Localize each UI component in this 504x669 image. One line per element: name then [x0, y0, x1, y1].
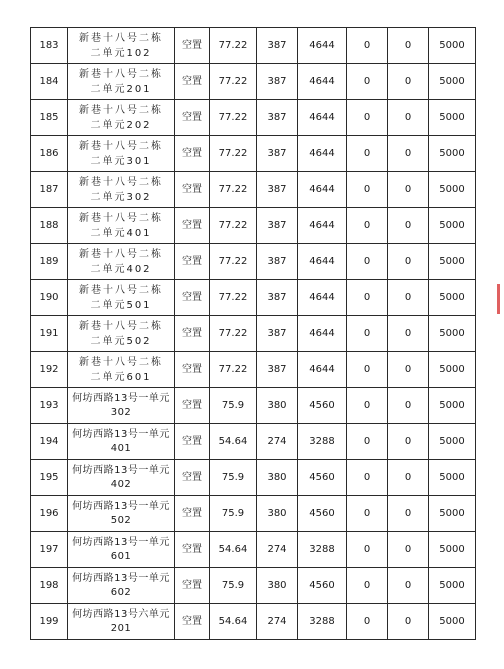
address-text: 新巷十八号二栋二单元601 — [79, 356, 163, 383]
table-row — [31, 532, 476, 568]
table-row — [31, 388, 476, 424]
status-cell: 空置 — [175, 568, 210, 604]
address-cell — [68, 352, 175, 388]
value-3-cell: 0 — [347, 172, 388, 208]
value-2-cell: 4560 — [298, 460, 347, 496]
address-cell — [68, 460, 175, 496]
address-cell — [68, 172, 175, 208]
area-cell: 77.22 — [210, 280, 257, 316]
address-text: 何坊西路13号一单元402 — [72, 464, 170, 490]
value-2-cell: 4644 — [298, 316, 347, 352]
value-1-cell: 380 — [257, 568, 298, 604]
value-2-cell: 4644 — [298, 136, 347, 172]
address-text: 新巷十八号二栋二单元302 — [79, 176, 163, 203]
status-cell: 空置 — [175, 28, 210, 64]
value-5-cell: 5000 — [429, 316, 476, 352]
value-3-cell: 0 — [347, 280, 388, 316]
row-number: 191 — [31, 316, 68, 352]
table-row — [31, 496, 476, 532]
value-4-cell: 0 — [388, 316, 429, 352]
value-2-cell: 4644 — [298, 244, 347, 280]
address-cell — [68, 28, 175, 64]
value-2-cell: 4644 — [298, 28, 347, 64]
address-cell — [68, 280, 175, 316]
address-cell — [68, 532, 175, 568]
area-cell: 77.22 — [210, 100, 257, 136]
value-2-cell: 4644 — [298, 280, 347, 316]
area-cell: 75.9 — [210, 388, 257, 424]
value-4-cell: 0 — [388, 244, 429, 280]
value-2-cell: 4644 — [298, 172, 347, 208]
address-cell — [68, 316, 175, 352]
area-cell: 75.9 — [210, 460, 257, 496]
status-cell: 空置 — [175, 136, 210, 172]
row-number: 192 — [31, 352, 68, 388]
value-4-cell: 0 — [388, 352, 429, 388]
value-1-cell: 387 — [257, 316, 298, 352]
value-2-cell: 3288 — [298, 604, 347, 640]
value-4-cell: 0 — [388, 460, 429, 496]
table-row — [31, 568, 476, 604]
value-5-cell: 5000 — [429, 496, 476, 532]
address-text: 新巷十八号二栋二单元301 — [79, 140, 163, 167]
value-1-cell: 387 — [257, 28, 298, 64]
value-2-cell: 4560 — [298, 496, 347, 532]
value-4-cell: 0 — [388, 604, 429, 640]
value-4-cell: 0 — [388, 496, 429, 532]
value-4-cell: 0 — [388, 208, 429, 244]
address-text: 何坊西路13号一单元602 — [72, 572, 170, 598]
row-number: 186 — [31, 136, 68, 172]
table-row — [31, 136, 476, 172]
address-text: 何坊西路13号一单元401 — [72, 428, 170, 454]
value-5-cell: 5000 — [429, 244, 476, 280]
table-row — [31, 208, 476, 244]
value-5-cell: 5000 — [429, 424, 476, 460]
area-cell: 77.22 — [210, 136, 257, 172]
row-number: 198 — [31, 568, 68, 604]
value-3-cell: 0 — [347, 460, 388, 496]
address-cell — [68, 604, 175, 640]
value-5-cell: 5000 — [429, 64, 476, 100]
value-5-cell: 5000 — [429, 208, 476, 244]
table-row — [31, 352, 476, 388]
address-text: 新巷十八号二栋二单元502 — [79, 320, 163, 347]
area-cell: 77.22 — [210, 172, 257, 208]
value-5-cell: 5000 — [429, 172, 476, 208]
address-cell — [68, 424, 175, 460]
area-cell: 54.64 — [210, 604, 257, 640]
value-1-cell: 387 — [257, 172, 298, 208]
row-number: 187 — [31, 172, 68, 208]
value-3-cell: 0 — [347, 316, 388, 352]
value-1-cell: 387 — [257, 244, 298, 280]
value-3-cell: 0 — [347, 64, 388, 100]
area-cell: 77.22 — [210, 208, 257, 244]
status-cell: 空置 — [175, 172, 210, 208]
property-ledger-table — [30, 27, 476, 640]
table-row — [31, 172, 476, 208]
value-1-cell: 274 — [257, 604, 298, 640]
table-row — [31, 460, 476, 496]
value-1-cell: 387 — [257, 136, 298, 172]
value-5-cell: 5000 — [429, 388, 476, 424]
value-2-cell: 4644 — [298, 208, 347, 244]
value-3-cell: 0 — [347, 136, 388, 172]
ledger-body — [31, 28, 476, 640]
row-number: 194 — [31, 424, 68, 460]
row-number: 193 — [31, 388, 68, 424]
status-cell: 空置 — [175, 532, 210, 568]
address-cell — [68, 100, 175, 136]
value-1-cell: 387 — [257, 280, 298, 316]
value-4-cell: 0 — [388, 532, 429, 568]
row-number: 199 — [31, 604, 68, 640]
address-text: 新巷十八号二栋二单元102 — [79, 32, 163, 59]
address-text: 新巷十八号二栋二单元202 — [79, 104, 163, 131]
table-row — [31, 28, 476, 64]
table-row — [31, 604, 476, 640]
value-1-cell: 380 — [257, 460, 298, 496]
value-2-cell: 4644 — [298, 352, 347, 388]
value-2-cell: 4560 — [298, 388, 347, 424]
value-3-cell: 0 — [347, 496, 388, 532]
value-3-cell: 0 — [347, 388, 388, 424]
status-cell: 空置 — [175, 424, 210, 460]
address-cell — [68, 496, 175, 532]
value-4-cell: 0 — [388, 280, 429, 316]
value-1-cell: 387 — [257, 352, 298, 388]
value-5-cell: 5000 — [429, 460, 476, 496]
address-cell — [68, 568, 175, 604]
value-3-cell: 0 — [347, 532, 388, 568]
value-4-cell: 0 — [388, 424, 429, 460]
row-number: 195 — [31, 460, 68, 496]
value-2-cell: 4644 — [298, 64, 347, 100]
address-text: 何坊西路13号六单元201 — [72, 608, 170, 634]
row-number: 190 — [31, 280, 68, 316]
address-text: 新巷十八号二栋二单元201 — [79, 68, 163, 95]
status-cell: 空置 — [175, 388, 210, 424]
value-3-cell: 0 — [347, 244, 388, 280]
value-3-cell: 0 — [347, 568, 388, 604]
value-5-cell: 5000 — [429, 532, 476, 568]
address-cell — [68, 64, 175, 100]
value-5-cell: 5000 — [429, 28, 476, 64]
value-1-cell: 387 — [257, 208, 298, 244]
table-row — [31, 100, 476, 136]
status-cell: 空置 — [175, 64, 210, 100]
row-number: 185 — [31, 100, 68, 136]
value-5-cell: 5000 — [429, 100, 476, 136]
value-5-cell: 5000 — [429, 568, 476, 604]
table-row — [31, 244, 476, 280]
address-text: 何坊西路13号一单元502 — [72, 500, 170, 526]
address-text: 何坊西路13号一单元302 — [72, 392, 170, 418]
address-cell — [68, 244, 175, 280]
table-row — [31, 316, 476, 352]
status-cell: 空置 — [175, 460, 210, 496]
value-1-cell: 387 — [257, 100, 298, 136]
address-text: 新巷十八号二栋二单元501 — [79, 284, 163, 311]
address-cell — [68, 388, 175, 424]
value-5-cell: 5000 — [429, 604, 476, 640]
value-5-cell: 5000 — [429, 136, 476, 172]
status-cell: 空置 — [175, 244, 210, 280]
value-3-cell: 0 — [347, 352, 388, 388]
row-number: 197 — [31, 532, 68, 568]
value-5-cell: 5000 — [429, 352, 476, 388]
value-1-cell: 380 — [257, 496, 298, 532]
area-cell: 75.9 — [210, 568, 257, 604]
status-cell: 空置 — [175, 100, 210, 136]
table-row — [31, 424, 476, 460]
value-3-cell: 0 — [347, 208, 388, 244]
address-text: 新巷十八号二栋二单元402 — [79, 248, 163, 275]
value-4-cell: 0 — [388, 28, 429, 64]
row-number: 183 — [31, 28, 68, 64]
area-cell: 54.64 — [210, 424, 257, 460]
row-number: 196 — [31, 496, 68, 532]
value-3-cell: 0 — [347, 100, 388, 136]
value-2-cell: 3288 — [298, 424, 347, 460]
address-cell — [68, 208, 175, 244]
area-cell: 77.22 — [210, 352, 257, 388]
row-number: 189 — [31, 244, 68, 280]
value-3-cell: 0 — [347, 604, 388, 640]
value-3-cell: 0 — [347, 28, 388, 64]
value-1-cell: 274 — [257, 532, 298, 568]
area-cell: 77.22 — [210, 316, 257, 352]
area-cell: 77.22 — [210, 64, 257, 100]
value-4-cell: 0 — [388, 100, 429, 136]
row-number: 184 — [31, 64, 68, 100]
value-4-cell: 0 — [388, 64, 429, 100]
status-cell: 空置 — [175, 496, 210, 532]
value-5-cell: 5000 — [429, 280, 476, 316]
value-4-cell: 0 — [388, 172, 429, 208]
table-row — [31, 64, 476, 100]
value-1-cell: 387 — [257, 64, 298, 100]
value-2-cell: 4560 — [298, 568, 347, 604]
value-4-cell: 0 — [388, 388, 429, 424]
edge-mark — [497, 284, 500, 314]
status-cell: 空置 — [175, 316, 210, 352]
area-cell: 54.64 — [210, 532, 257, 568]
value-2-cell: 4644 — [298, 100, 347, 136]
status-cell: 空置 — [175, 604, 210, 640]
status-cell: 空置 — [175, 280, 210, 316]
table-row — [31, 280, 476, 316]
area-cell: 75.9 — [210, 496, 257, 532]
address-cell — [68, 136, 175, 172]
value-3-cell: 0 — [347, 424, 388, 460]
area-cell: 77.22 — [210, 244, 257, 280]
status-cell: 空置 — [175, 352, 210, 388]
value-2-cell: 3288 — [298, 532, 347, 568]
address-text: 何坊西路13号一单元601 — [72, 536, 170, 562]
row-number: 188 — [31, 208, 68, 244]
address-text: 新巷十八号二栋二单元401 — [79, 212, 163, 239]
area-cell: 77.22 — [210, 28, 257, 64]
status-cell: 空置 — [175, 208, 210, 244]
value-1-cell: 274 — [257, 424, 298, 460]
value-4-cell: 0 — [388, 568, 429, 604]
value-4-cell: 0 — [388, 136, 429, 172]
value-1-cell: 380 — [257, 388, 298, 424]
